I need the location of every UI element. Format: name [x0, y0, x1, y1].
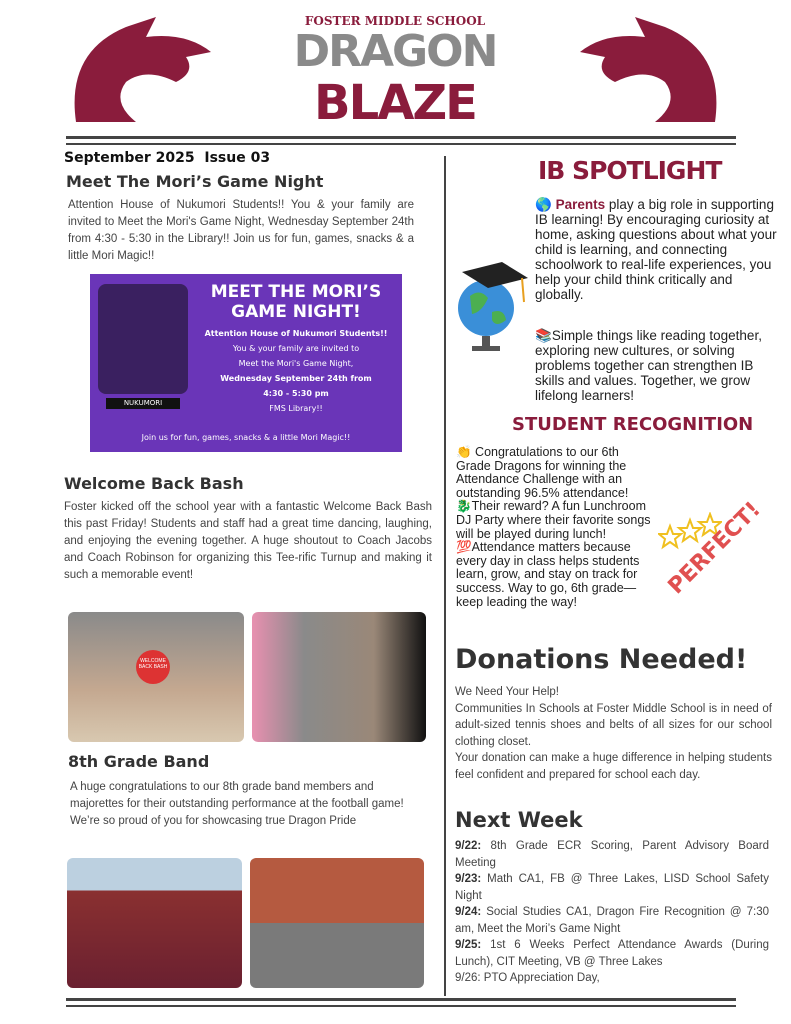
section-body: Foster kicked off the school year with a fantastic Welcome Back Bash this past Friday! Students and staff had a great time dancing, laughing, and enjoying the evening together. A huge shoutout to Coach Jacobs and Coach Robinson for organizing this Tee-rific Turnup and making it such a memorable event! [64, 501, 432, 581]
divider [66, 998, 736, 1001]
divider [66, 1005, 736, 1007]
section-title: Meet The Mori’s Game Night [66, 172, 324, 191]
crest-label: NUKUMORI [106, 398, 180, 409]
flyer-heading: MEET THE MORI’S GAME NIGHT! [210, 282, 382, 322]
majorettes-photo [250, 858, 424, 988]
globe-graduation-icon [452, 262, 528, 354]
divider [66, 143, 736, 145]
section-body: Attention House of Nukumori Students!! You & your family are invited to Meet the Mori's Game Night, Wednesday September 24th from 4:30 - 5:30 in the Library!! Join us for fun, games, snacks & a little Mori Magic!! [68, 199, 414, 262]
bash-photo-2 [252, 612, 426, 742]
divider [66, 136, 736, 139]
dragon-logo-left [66, 12, 216, 132]
flyer-line: Attention House of Nukumori Students!! [204, 329, 388, 338]
issue-label: September 2025 Issue 03 [64, 150, 271, 166]
title-dragon: DRAGON [293, 26, 497, 77]
crest-image [98, 284, 188, 394]
flyer-line: Wednesday September 24th from [220, 374, 372, 383]
flyer-line: Join us for fun, games, snacks & a little Mori Magic!! [141, 433, 351, 442]
perfect-sticker: PERFECT! [663, 497, 766, 600]
flyer-line: Meet the Mori's Game Night, [238, 359, 354, 368]
flyer-line: You & your family are invited to [232, 344, 360, 353]
ib-paragraph-2: 📚Simple things like reading together, exploring new cultures, or solving problems together can strengthen IB skills and values. Together, we grow lifelong learners! [535, 328, 762, 403]
flyer-line: FMS Library!! [269, 404, 323, 413]
section-title: 8th Grade Band [68, 752, 210, 771]
section-title: Welcome Back Bash [64, 474, 244, 493]
schedule-list [455, 838, 769, 987]
bash-photo-1 [68, 612, 244, 742]
next-week-title: Next Week [455, 808, 583, 832]
recognition-text: 👏 Congratulations to our 6th Grade Dragons for winning the Attendance Challenge with an outstanding 96.5% attendance! 🐉Their reward? A fun Lunchroom DJ Party where their favorite songs will be played during lunch! 💯Attendance matters because every day in class helps students learn, grow, and stay on track for success. Way to go, 6th grade—keep leading the way! [456, 445, 651, 609]
dragon-logo-right [575, 12, 725, 132]
student-recognition-title: STUDENT RECOGNITION [512, 414, 754, 435]
school-name: FOSTER MIDDLE SCHOOL [304, 14, 486, 28]
schedule-item: 9/24: Social Studies CA1, Dragon Fire Recognition @ 7:30 am, Meet the Mori’s Game Night [455, 906, 769, 935]
ib-spotlight-title: IB SPOTLIGHT [538, 156, 722, 185]
title-blaze: BLAZE [314, 75, 476, 131]
section-body: A huge congratulations to our 8th grade band members and majorettes for their outstanding performance at the football game! We’re so proud of you for showcasing true Dragon Pride [70, 781, 404, 827]
column-divider [444, 156, 446, 996]
flyer-line: 4:30 - 5:30 pm [263, 389, 329, 398]
schedule-item: 9/23: Math CA1, FB @ Three Lakes, LISD School Safety Night [455, 873, 769, 902]
donations-body: We Need Your Help! Communities In Schools at Foster Middle School is in need of adult-sized tennis shoes and belts of all sizes for our school clothing closet. Your donation can make a huge difference in helping students feel confident and prepared for school each day. [455, 686, 772, 781]
ib-paragraph-1: 🌎 Parents play a big role in supporting IB learning! By encouraging curiosity at home, asking questions about what your child is learning, and connecting schoolwork to real-life experiences, you help your child think critically and globally. [535, 197, 777, 302]
bash-sign: WELCOME BACK BASH [136, 650, 170, 684]
schedule-item: 9/25: 1st 6 Weeks Perfect Attendance Awards (During Lunch), CIT Meeting, VB @ Three Lakes [455, 939, 769, 968]
game-night-flyer [90, 274, 402, 452]
donations-title: Donations Needed! [455, 644, 748, 675]
band-photo [67, 858, 242, 988]
schedule-item: 9/22: 8th Grade ECR Scoring, Parent Advisory Board Meeting [455, 840, 769, 869]
schedule-item: 9/26: PTO Appreciation Day, [455, 972, 600, 984]
